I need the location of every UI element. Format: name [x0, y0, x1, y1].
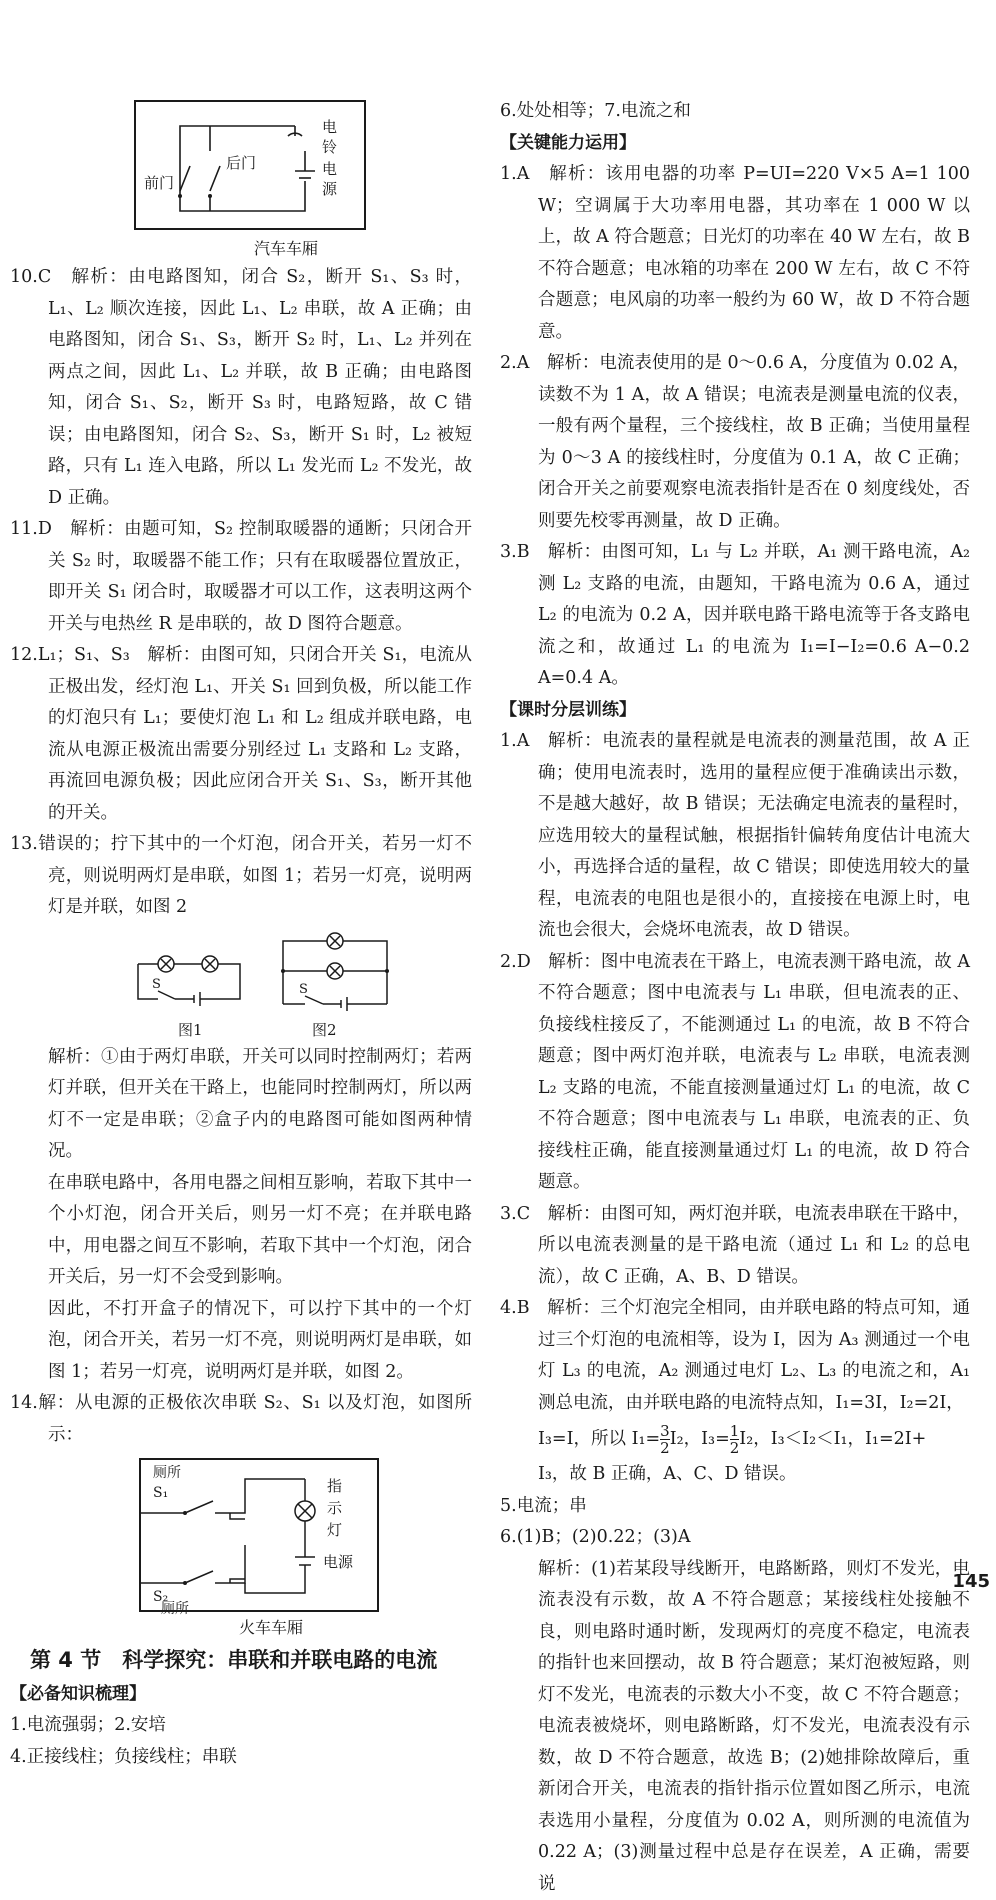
- source-label-2: 源: [322, 180, 338, 198]
- layer-answer-5: 5.电流；串: [500, 1491, 970, 1523]
- page-number: 145: [952, 1571, 990, 1592]
- bell-label-1: 电: [322, 118, 337, 136]
- answer-12: 12.L₁；S₁、S₃ 解析：由图可知，只闭合开关 S₁，电流从正极出发，经灯泡 L₁、开关 S₁ 回到负极，所以能工作的灯泡只有 L₁；要使灯泡 L₁ 和 L₂ 组成并联电路，电流从电源正极流出需要分别经过 L₁ 支路和 L₂ 支路，再流回电源负极；因此应闭合开关 S₁、S₃，断开其他的开关。: [10, 640, 472, 829]
- answer-14: 14.解：从电源的正极依次串联 S₂、S₁ 以及灯泡，如图所示：: [10, 1388, 472, 1451]
- fig2-switch-label: S: [299, 982, 308, 997]
- layer-answer-6: 6.(1)B；(2)0.22；(3)A: [500, 1522, 970, 1554]
- layer-answer-1: 1.A 解析：电流表的量程就是电流表的测量范围，故 A 正确；使用电流表时，选用的量程应便于准确读出示数，不是越大越好，故 B 错误；无法确定电流表的量程时，应选用较大的量程试触，根据指针偏转角度估计电流大小，再选择合适的量程，故 C 错误；即使选用较大的量程，电流表的电阻也是很小的，直接接在电源上时，电流也会很大，会烧坏电流表，故 D 错误。: [500, 726, 970, 947]
- train-circuit-figure: [135, 1455, 395, 1615]
- left-column: [10, 0, 472, 1773]
- s1-label: S₁: [153, 1485, 168, 1501]
- answer-13-analysis-3: 因此，不打开盒子的情况下，可以拧下其中的一个灯泡，闭合开关，若另一灯不亮，则说明两灯是串联，如图 1；若另一灯亮，说明两灯是并联，如图 2。: [10, 1294, 472, 1389]
- s2-label: S₂: [153, 1589, 168, 1605]
- answer-11: 11.D 解析：由题可知，S₂ 控制取暖器的通断；只闭合开关 S₂ 时，取暖器不能工作；只有在取暖器位置放正，即开关 S₁ 闭合时，取暖器才可以工作，这表明这两个开关与电热丝 R 是串联的，故 D 图符合题意。: [10, 514, 472, 640]
- fraction-3-2: $\frac{3}{2}$: [660, 1423, 670, 1456]
- layer-answer-2: 2.D 解析：图中电流表在干路上，电流表测干路电流，故 A 不符合题意；图中电流表与 L₁ 串联，但电流表的正、负接线柱接反了，不能测通过 L₁ 的电流，故 B 不符合题意；图中两灯泡并联，电流表与 L₂ 串联，电流表测 L₂ 支路的电流，不能直接测量通过灯 L₁ 的电流，故 C 不符合题意；图中电流表与 L₁ 串联，电流表的正、负接线柱正确，能直接测量通过灯 L₁ 的电流，故 D 符合题意。: [500, 947, 970, 1199]
- indicator-label-2: 示: [327, 1499, 343, 1517]
- layer-answer-6-analysis: 解析：(1)若某段导线断开，电路断路，则灯不发光，电流表没有示数，故 A 不符合题意；某接线柱处接触不良，则电路时通时断，发现两灯的亮度不稳定，电流表的指针也来回摆动，故 B 符合题意；某灯泡被短路，则灯不发光，电流表的示数大小不变，故 C 不符合题意；电流表被烧坏，则电路断路，灯不发光，电流表没有示数，故 D 不符合题意，故选 B；(2)她排除故障后，重新闭合开关，电流表的指针指示位置如图乙所示，电流表选用小量程，分度值为 0.02 A，则所测的电流值为 0.22 A；(3)测量过程中总是存在误差，A 正确，需要说: [500, 1554, 970, 1900]
- heading-layer-training: 【课时分层训练】: [500, 695, 970, 727]
- key-answer-3: 3.B 解析：由图可知，L₁ 与 L₂ 并联，A₁ 测干路电流，A₂ 测 L₂ 支路的电流，由题知，干路电流为 0.6 A，通过 L₂ 的电流为 0.2 A，因并联电路干路电流等于各支路电流之和，故通过 L₁ 的电流为 I₁=I−I₂=0.6 A−0.2 A=0.4 A。: [500, 537, 970, 695]
- right-column: [500, 96, 970, 1900]
- back-door-label: 后门: [226, 154, 256, 172]
- car-circuit-figure: [130, 96, 390, 236]
- layer-answer-4-formula: I₃=I，所以 I₁= $\frac{3}{2}$ I₂，I₃= $\frac{1}{2}$ I₂，I₃＜I₂＜I₁，I₁=2I+: [500, 1419, 970, 1459]
- knowledge-6: 6.处处相等；7.电流之和: [500, 96, 970, 128]
- heading-knowledge: 【必备知识梳理】: [10, 1679, 472, 1711]
- layer-answer-4-end: I₃，故 B 正确，A、C、D 错误。: [500, 1459, 970, 1491]
- answer-10: 10.C 解析：由电路图知，闭合 S₂，断开 S₁、S₃ 时，L₁、L₂ 顺次连接，因此 L₁、L₂ 串联，故 A 正确；由电路图知，闭合 S₁、S₃，断开 S₂ 时，L₁、L₂ 并列在两点之间，因此 L₁、L₂ 并联，故 B 正确；由电路图知，闭合 S₁、S₂，断开 S₃ 时，电路短路，故 C 错误；由电路图知，闭合 S₂、S₃，断开 S₁ 时，L₂ 被短路，只有 L₁ 连入电路，所以 L₁ 发光而 L₂ 不发光，故 D 正确。: [10, 262, 472, 514]
- source-label-1: 电: [322, 160, 337, 178]
- answer-13-analysis-2: 在串联电路中，各用电器之间相互影响，若取下其中一个小灯泡，闭合开关后，则另一灯不亮；在并联电路中，用电器之间互不影响，若取下其中一个灯泡，闭合开关后，另一灯不会受到影响。: [10, 1168, 472, 1294]
- toilet-label-bottom: 厕所: [161, 1601, 189, 1615]
- train-figure-caption: 火车车厢: [70, 1615, 472, 1641]
- fig2-caption: 图2: [312, 1020, 337, 1040]
- section-title: 第 4 节 科学探究：串联和并联电路的电流: [30, 1645, 472, 1677]
- key-answer-2: 2.A 解析：电流表使用的是 0～0.6 A，分度值为 0.02 A，读数不为 1 A，故 A 错误；电流表是测量电流的仪表，一般有两个量程，三个接线柱，故 B 正确；当使用量程为 0～3 A 的接线柱时，分度值为 0.1 A，故 C 正确；闭合开关之前要观察电流表指针是否在 0 刻度线处，否则要先校零再测量，故 D 正确。: [500, 348, 970, 537]
- bell-label-2: 铃: [322, 138, 337, 156]
- answer-13-analysis-1: 解析：①由于两灯串联，开关可以同时控制两灯；若两灯并联，但开关在干路上，也能同时控制两灯，所以两灯不一定是串联；②盒子内的电路图可能如图两种情况。: [10, 1042, 472, 1168]
- train-source-label: 电源: [323, 1553, 354, 1571]
- indicator-label-1: 指: [327, 1477, 342, 1495]
- front-door-label: 前门: [144, 174, 174, 192]
- knowledge-4: 4.正接线柱；负接线柱；串联: [10, 1742, 472, 1774]
- figures-1-2: [130, 924, 472, 1042]
- answer-13: 13.错误的；拧下其中的一个灯泡，闭合开关，若另一灯不亮，则说明两灯是串联，如图 1；若另一灯亮，说明两灯是并联，如图 2: [10, 829, 472, 924]
- fig1-switch-label: S: [152, 977, 161, 992]
- fraction-1-2: $\frac{1}{2}$: [730, 1423, 740, 1456]
- fig1-caption: 图1: [178, 1020, 203, 1040]
- toilet-label-top: 厕所: [153, 1465, 181, 1481]
- train-frame: [140, 1459, 378, 1611]
- key-answer-1: 1.A 解析：该用电器的功率 P=UI=220 V×5 A=1 100 W；空调属于大功率用电器，其功率在 1 000 W 以上，故 A 符合题意；日光灯的功率在 40 W 左右，故 B 不符合题意；电冰箱的功率在 200 W 左右，故 C 不符合题意；电风扇的功率一般约为 60 W，故 D 不符合题意。: [500, 159, 970, 348]
- indicator-label-3: 灯: [327, 1521, 342, 1539]
- heading-key-ability: 【关键能力运用】: [500, 128, 970, 160]
- knowledge-1: 1.电流强弱；2.安培: [10, 1710, 472, 1742]
- layer-answer-4: 4.B 解析：三个灯泡完全相同，由并联电路的特点可知，通过三个灯泡的电流相等，设为 I，因为 A₃ 测通过一个电灯 L₃ 的电流，A₂ 测通过电灯 L₂、L₃ 的电流之和，A₁ 测总电流，由并联电路的电流特点知，I₁=3I，I₂=2I，: [500, 1293, 970, 1419]
- car-figure-caption: 汽车车厢: [100, 236, 472, 262]
- layer-answer-3: 3.C 解析：由图可知，两灯泡并联，电流表串联在干路中，所以电流表测量的是干路电流（通过 L₁ 和 L₂ 的总电流），故 C 正确，A、B、D 错误。: [500, 1199, 970, 1294]
